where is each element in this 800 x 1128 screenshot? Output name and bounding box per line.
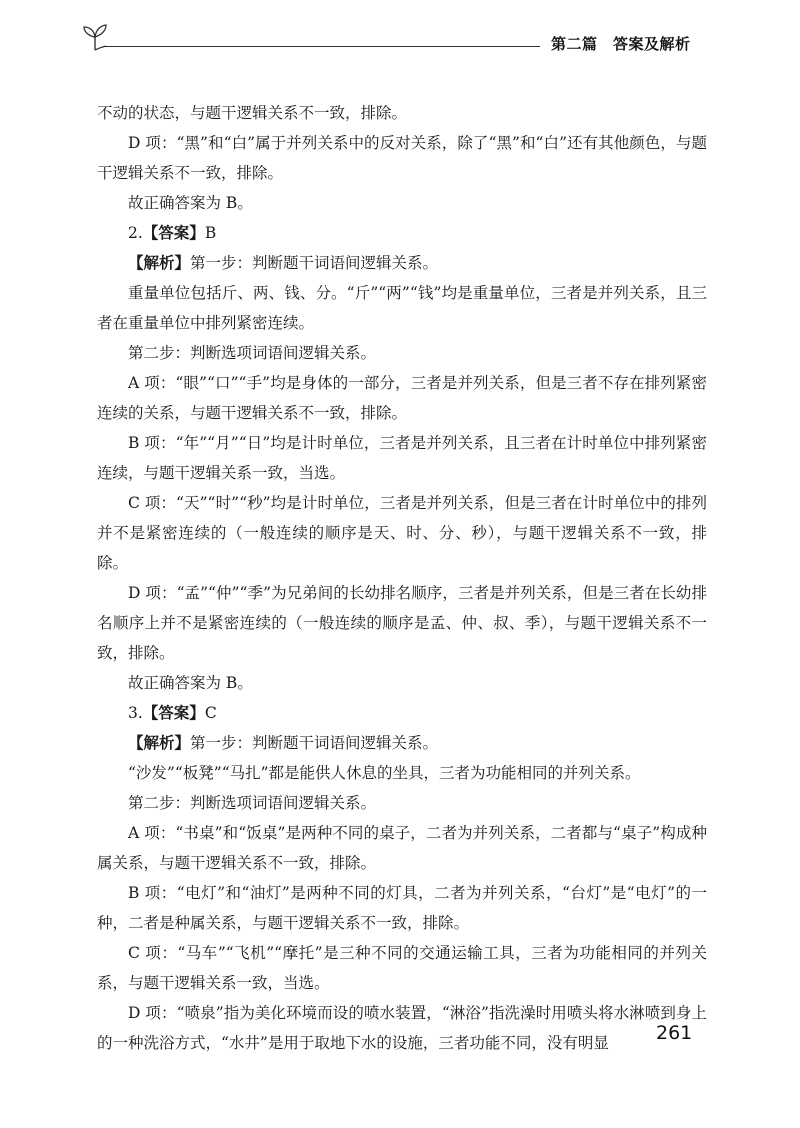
analysis-heading: 【解析】第一步：判断题干词语间逻辑关系。 xyxy=(128,734,439,752)
page-header xyxy=(0,0,800,70)
paragraph: D 项：“喷泉”指为美化环境而设的喷水装置，“淋浴”指洗澡时用喷头将水淋喷到身上的一种洗浴方式，“水井”是用于取地下水的设施，三者功能不同，没有明显 xyxy=(97,1004,707,1052)
paragraph: 第二步：判断选项词语间逻辑关系。 xyxy=(128,344,377,362)
page-content xyxy=(97,98,707,1058)
header-rule xyxy=(104,46,540,47)
paragraph: 故正确答案为 B。 xyxy=(128,674,253,692)
sprout-icon xyxy=(78,20,112,54)
paragraph: “沙发”“板凳”“马扎”都是能供人休息的坐具，三者为功能相同的并列关系。 xyxy=(128,764,641,782)
paragraph: D 项：“黑”和“白”属于并列关系中的反对关系，除了“黑”和“白”还有其他颜色，与题干逻辑关系不一致，排除。 xyxy=(97,134,707,182)
paragraph: B 项：“年”“月”“日”均是计时单位，三者是并列关系，且三者在计时单位中排列紧密连续，与题干逻辑关系一致，当选。 xyxy=(97,434,707,482)
paragraph: C 项：“马车”“飞机”“摩托”是三种不同的交通运输工具，三者为功能相同的并列关系，与题干逻辑关系一致，当选。 xyxy=(97,944,707,992)
paragraph: C 项：“天”“时”“秒”均是计时单位，三者是并列关系，但是三者在计时单位中的排列并不是紧密连续的（一般连续的顺序是天、时、分、秒），与题干逻辑关系不一致，排除。 xyxy=(97,494,707,572)
paragraph: B 项：“电灯”和“油灯”是两种不同的灯具，二者为并列关系，“台灯”是“电灯”的一种，二者是种属关系，与题干逻辑关系不一致，排除。 xyxy=(97,884,707,932)
analysis-heading: 【解析】第一步：判断题干词语间逻辑关系。 xyxy=(128,254,439,272)
paragraph: 重量单位包括斤、两、钱、分。“斤”“两”“钱”均是重量单位，三者是并列关系，且三者在重量单位中排列紧密连续。 xyxy=(97,284,707,332)
page-number: 261 xyxy=(656,1022,693,1044)
paragraph: D 项：“孟”“仲”“季”为兄弟间的长幼排名顺序，三者是并列关系，但是三者在长幼排名顺序上并不是紧密连续的（一般连续的顺序是孟、仲、叔、季），与题干逻辑关系不一致，排除。 xyxy=(97,584,707,662)
paragraph: 第二步：判断选项词语间逻辑关系。 xyxy=(128,794,377,812)
paragraph: A 项：“眼”“口”“手”均是身体的一部分，三者是并列关系，但是三者不存在排列紧密连续的关系，与题干逻辑关系不一致，排除。 xyxy=(97,374,707,422)
header-title: 第二篇 答案及解析 xyxy=(551,35,691,53)
paragraph: A 项：“书桌”和“饭桌”是两种不同的桌子，二者为并列关系，二者都与“桌子”构成种属关系，与题干逻辑关系不一致，排除。 xyxy=(97,824,707,872)
answer-heading: 2.【答案】B xyxy=(128,224,217,242)
paragraph: 故正确答案为 B。 xyxy=(128,194,253,212)
answer-heading: 3.【答案】C xyxy=(128,704,217,722)
paragraph: 不动的状态，与题干逻辑关系不一致，排除。 xyxy=(97,104,408,122)
